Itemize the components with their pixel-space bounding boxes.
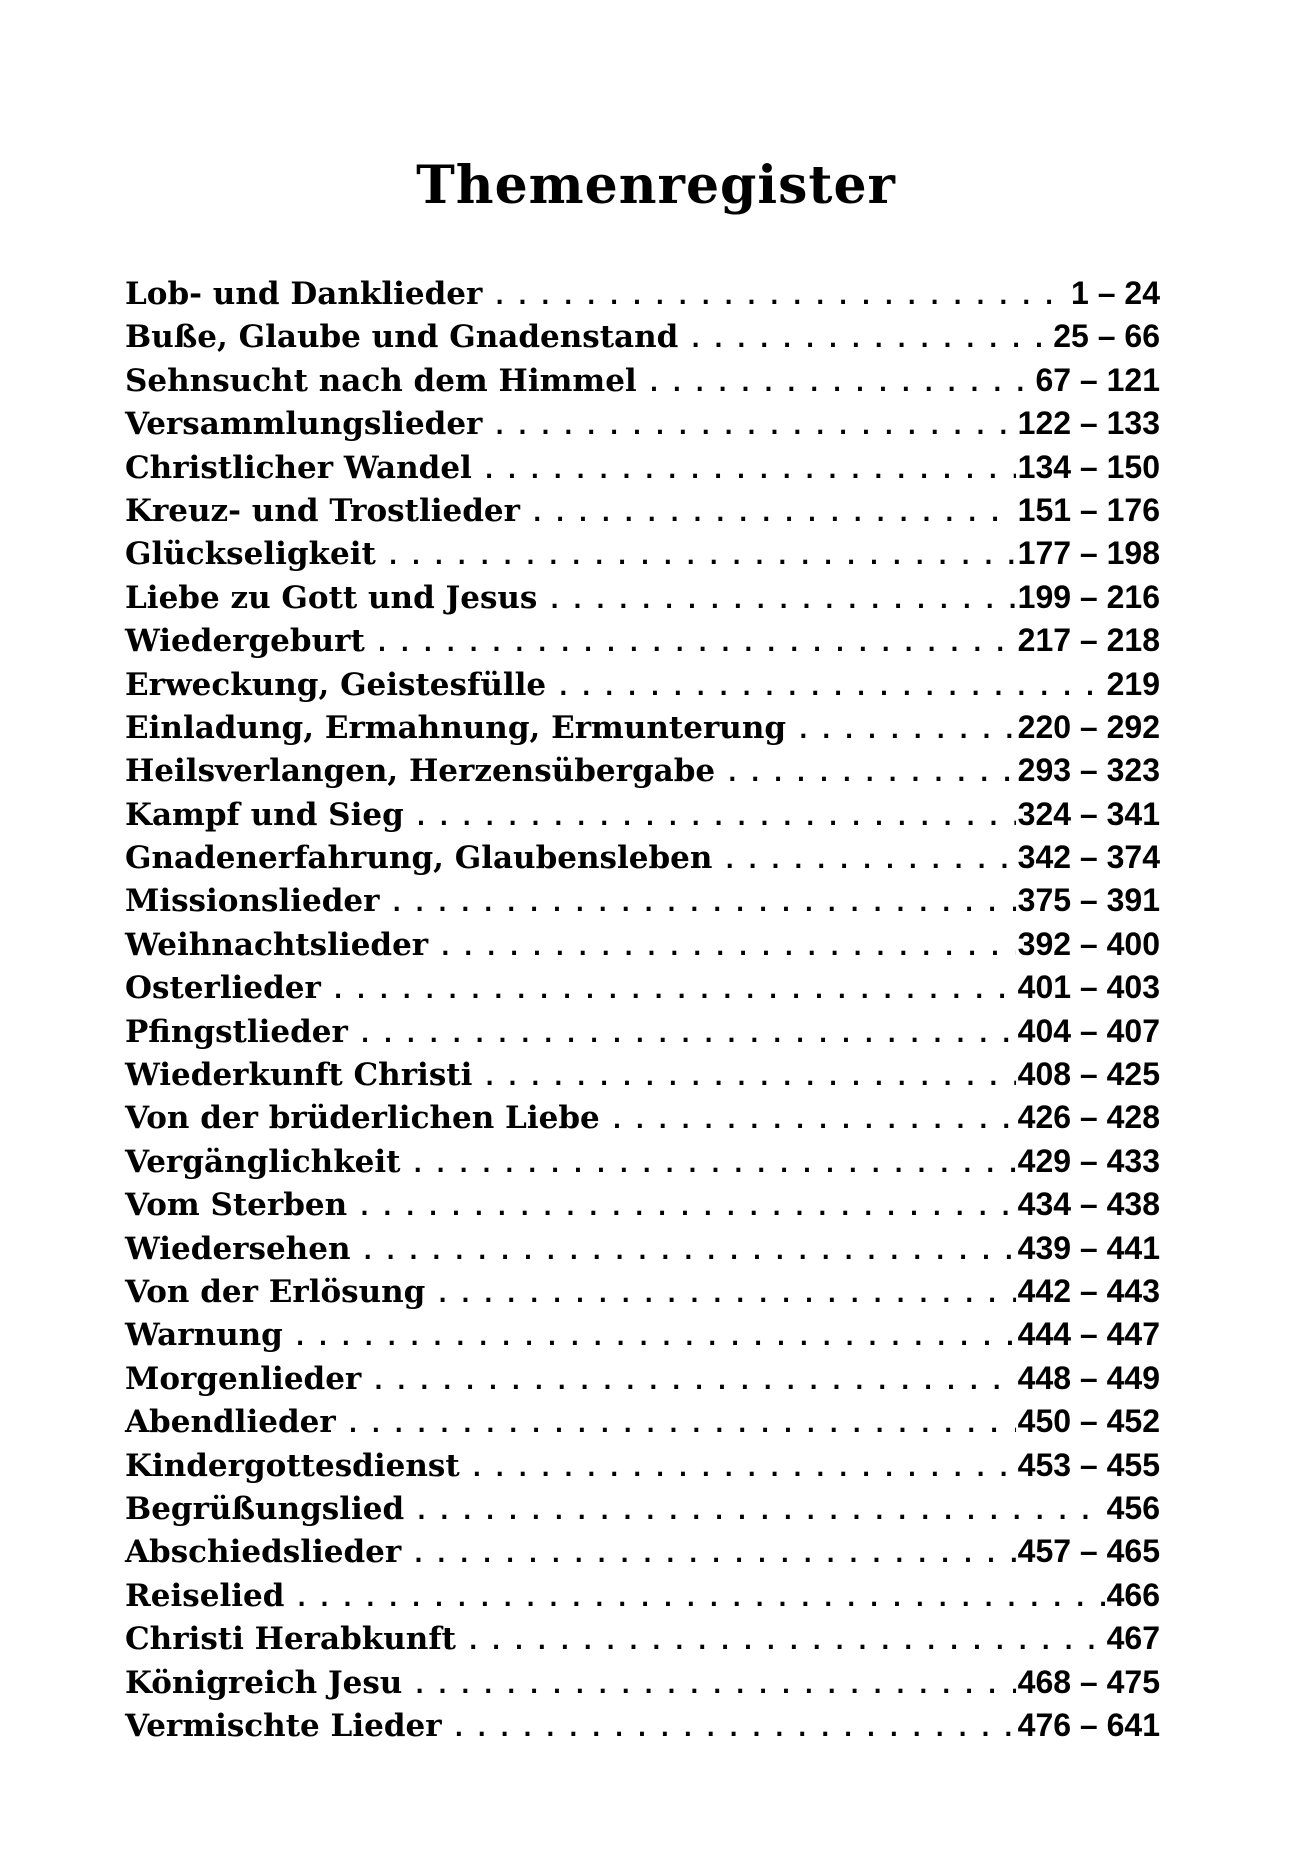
dot-leader bbox=[647, 362, 1034, 405]
entry-topic: Missionslieder bbox=[125, 883, 380, 920]
dot-leader bbox=[293, 1316, 1016, 1359]
dot-leader bbox=[414, 1490, 1104, 1533]
entry-page-range: 217 – 218 bbox=[1017, 622, 1160, 659]
entry-page-range: 450 – 452 bbox=[1017, 1403, 1160, 1440]
entry-topic: Begrüßungslied bbox=[125, 1490, 405, 1527]
index-entry bbox=[125, 1140, 1160, 1183]
dot-leader bbox=[411, 1143, 1016, 1186]
index-entry bbox=[125, 1227, 1160, 1270]
entry-topic: Heilsverlangen, Herzensübergabe bbox=[125, 753, 716, 790]
entry-page-range: 466 bbox=[1106, 1576, 1160, 1613]
entry-topic: Kampf und Sieg bbox=[125, 796, 404, 833]
index-entry bbox=[125, 576, 1160, 619]
index-entry bbox=[125, 663, 1160, 706]
dot-leader bbox=[386, 535, 1016, 578]
dot-leader bbox=[331, 969, 1016, 1012]
dot-leader bbox=[492, 405, 1015, 448]
dot-leader bbox=[482, 1056, 1015, 1099]
dot-leader bbox=[357, 1186, 1015, 1229]
entry-page-range: 444 – 447 bbox=[1017, 1316, 1160, 1353]
dot-leader bbox=[375, 622, 1016, 665]
index-entry bbox=[125, 1270, 1160, 1313]
dot-leader bbox=[547, 579, 1015, 622]
entry-page-range: 429 – 433 bbox=[1017, 1142, 1160, 1179]
entry-topic: Glückseligkeit bbox=[125, 536, 376, 573]
entry-topic: Wiedersehen bbox=[125, 1230, 351, 1267]
dot-leader bbox=[360, 1230, 1015, 1273]
dot-leader bbox=[530, 492, 1016, 535]
entry-page-range: 426 – 428 bbox=[1017, 1099, 1160, 1136]
index-entry bbox=[125, 1183, 1160, 1226]
entry-topic: Vermischte Lieder bbox=[125, 1707, 442, 1744]
entry-topic: Von der brüderlichen Liebe bbox=[125, 1100, 600, 1137]
index-entry bbox=[125, 359, 1160, 402]
entry-topic: Erweckung, Geistesfülle bbox=[125, 666, 547, 703]
entry-page-range: 453 – 455 bbox=[1017, 1446, 1160, 1483]
page-title: Themenregister bbox=[416, 154, 896, 216]
entry-topic: Reiselied bbox=[125, 1577, 285, 1614]
dot-leader bbox=[470, 1447, 1016, 1490]
entry-page-range: 456 bbox=[1106, 1489, 1160, 1526]
dot-leader bbox=[610, 1099, 1016, 1142]
index-entry bbox=[125, 1444, 1160, 1487]
entry-page-range: 177 – 198 bbox=[1017, 535, 1160, 572]
dot-leader bbox=[412, 1664, 1015, 1707]
dot-leader bbox=[371, 1360, 1015, 1403]
dot-leader bbox=[438, 926, 1015, 969]
index-entry bbox=[125, 1400, 1160, 1443]
dot-leader bbox=[556, 666, 1104, 709]
dot-leader bbox=[411, 1533, 1015, 1576]
entry-page-range: 324 – 341 bbox=[1017, 795, 1160, 832]
entry-page-range: 342 – 374 bbox=[1017, 839, 1160, 876]
index-entry bbox=[125, 489, 1160, 532]
index-entry bbox=[125, 402, 1160, 445]
index-entry bbox=[125, 879, 1160, 922]
dot-leader bbox=[482, 449, 1016, 492]
dot-leader bbox=[358, 1013, 1016, 1056]
index-entry bbox=[125, 793, 1160, 836]
entry-page-range: 457 – 465 bbox=[1017, 1533, 1160, 1570]
entry-topic: Vergänglichkeit bbox=[125, 1143, 401, 1180]
index-entry bbox=[125, 446, 1160, 489]
entry-page-range: 467 bbox=[1106, 1620, 1160, 1657]
entry-topic: Lob- und Danklieder bbox=[125, 276, 483, 312]
entry-topic: Weihnachtslieder bbox=[125, 926, 429, 963]
dot-leader bbox=[346, 1403, 1016, 1446]
index-entry bbox=[125, 1617, 1160, 1660]
topic-index-list bbox=[125, 272, 1160, 1747]
entry-topic: Morgenlieder bbox=[125, 1360, 362, 1397]
index-entry bbox=[125, 619, 1160, 662]
dot-leader bbox=[435, 1273, 1015, 1316]
entry-topic: Versammlungslieder bbox=[125, 406, 483, 443]
entry-topic: Von der Erlösung bbox=[125, 1273, 426, 1310]
entry-page-range: 219 bbox=[1106, 665, 1160, 702]
index-entry bbox=[125, 923, 1160, 966]
index-entry bbox=[125, 1530, 1160, 1573]
entry-topic: Abschiedslieder bbox=[125, 1534, 402, 1571]
entry-page-range: 448 – 449 bbox=[1017, 1359, 1160, 1396]
index-entry bbox=[125, 1574, 1160, 1617]
entry-topic: Wiedergeburt bbox=[125, 623, 365, 660]
entry-topic: Gnadenerfahrung, Glaubensleben bbox=[125, 840, 713, 877]
dot-leader bbox=[722, 839, 1015, 882]
index-entry bbox=[125, 749, 1160, 792]
entry-page-range: 408 – 425 bbox=[1017, 1056, 1160, 1093]
entry-page-range: 434 – 438 bbox=[1017, 1186, 1160, 1223]
entry-page-range: 199 – 216 bbox=[1017, 578, 1160, 615]
entry-page-range: 442 – 443 bbox=[1017, 1272, 1160, 1309]
index-entry bbox=[125, 1357, 1160, 1400]
entry-topic: Osterlieder bbox=[125, 970, 321, 1007]
entry-topic: Vom Sterben bbox=[125, 1187, 348, 1224]
entry-page-range: 439 – 441 bbox=[1017, 1229, 1160, 1266]
index-entry bbox=[125, 315, 1160, 358]
dot-leader bbox=[796, 709, 1016, 752]
entry-page-range: 122 – 133 bbox=[1017, 405, 1160, 442]
entry-topic: Sehnsucht nach dem Himmel bbox=[125, 362, 637, 399]
entry-topic: Wiederkunft Christi bbox=[125, 1057, 473, 1094]
dot-leader bbox=[414, 796, 1016, 839]
dot-leader bbox=[688, 318, 1051, 361]
index-entry bbox=[125, 1661, 1160, 1704]
index-entry bbox=[125, 966, 1160, 1009]
entry-topic: Einladung, Ermahnung, Ermunterung bbox=[125, 709, 787, 746]
dot-leader bbox=[389, 882, 1015, 925]
index-entry bbox=[125, 706, 1160, 749]
index-entry bbox=[125, 1053, 1160, 1096]
entry-page-range: 401 – 403 bbox=[1017, 969, 1160, 1006]
dot-leader bbox=[466, 1620, 1105, 1663]
entry-page-range: 151 – 176 bbox=[1017, 491, 1160, 528]
entry-page-range: 25 – 66 bbox=[1053, 318, 1160, 355]
index-entry bbox=[125, 1010, 1160, 1053]
index-entry bbox=[125, 272, 1160, 315]
entry-page-range: 468 – 475 bbox=[1017, 1663, 1160, 1700]
entry-page-range: 1 – 24 bbox=[1071, 275, 1160, 311]
entry-page-range: 476 – 641 bbox=[1017, 1706, 1160, 1743]
dot-leader bbox=[492, 275, 1069, 318]
index-entry bbox=[125, 532, 1160, 575]
entry-topic: Liebe zu Gott und Jesus bbox=[125, 579, 538, 616]
entry-page-range: 375 – 391 bbox=[1017, 882, 1160, 919]
entry-page-range: 220 – 292 bbox=[1017, 708, 1160, 745]
entry-page-range: 67 – 121 bbox=[1035, 361, 1160, 398]
index-entry bbox=[125, 1487, 1160, 1530]
entry-topic: Königreich Jesu bbox=[125, 1664, 403, 1701]
index-entry bbox=[125, 1704, 1160, 1747]
index-entry bbox=[125, 1313, 1160, 1356]
dot-leader bbox=[452, 1707, 1016, 1750]
entry-page-range: 134 – 150 bbox=[1017, 448, 1160, 485]
index-entry bbox=[125, 1096, 1160, 1139]
dot-leader bbox=[725, 752, 1016, 795]
entry-topic: Buße, Glaube und Gnadenstand bbox=[125, 319, 679, 356]
entry-page-range: 392 – 400 bbox=[1017, 925, 1160, 962]
index-entry bbox=[125, 836, 1160, 879]
entry-topic: Warnung bbox=[125, 1317, 283, 1354]
entry-topic: Abendlieder bbox=[125, 1404, 336, 1441]
entry-topic: Pfingstlieder bbox=[125, 1013, 348, 1050]
entry-page-range: 293 – 323 bbox=[1017, 752, 1160, 789]
entry-topic: Kindergottesdienst bbox=[125, 1447, 460, 1484]
entry-topic: Christi Herabkunft bbox=[125, 1621, 456, 1658]
entry-topic: Kreuz- und Trostlieder bbox=[125, 492, 520, 529]
entry-page-range: 404 – 407 bbox=[1017, 1012, 1160, 1049]
entry-topic: Christlicher Wandel bbox=[125, 449, 472, 486]
dot-leader bbox=[294, 1577, 1104, 1620]
